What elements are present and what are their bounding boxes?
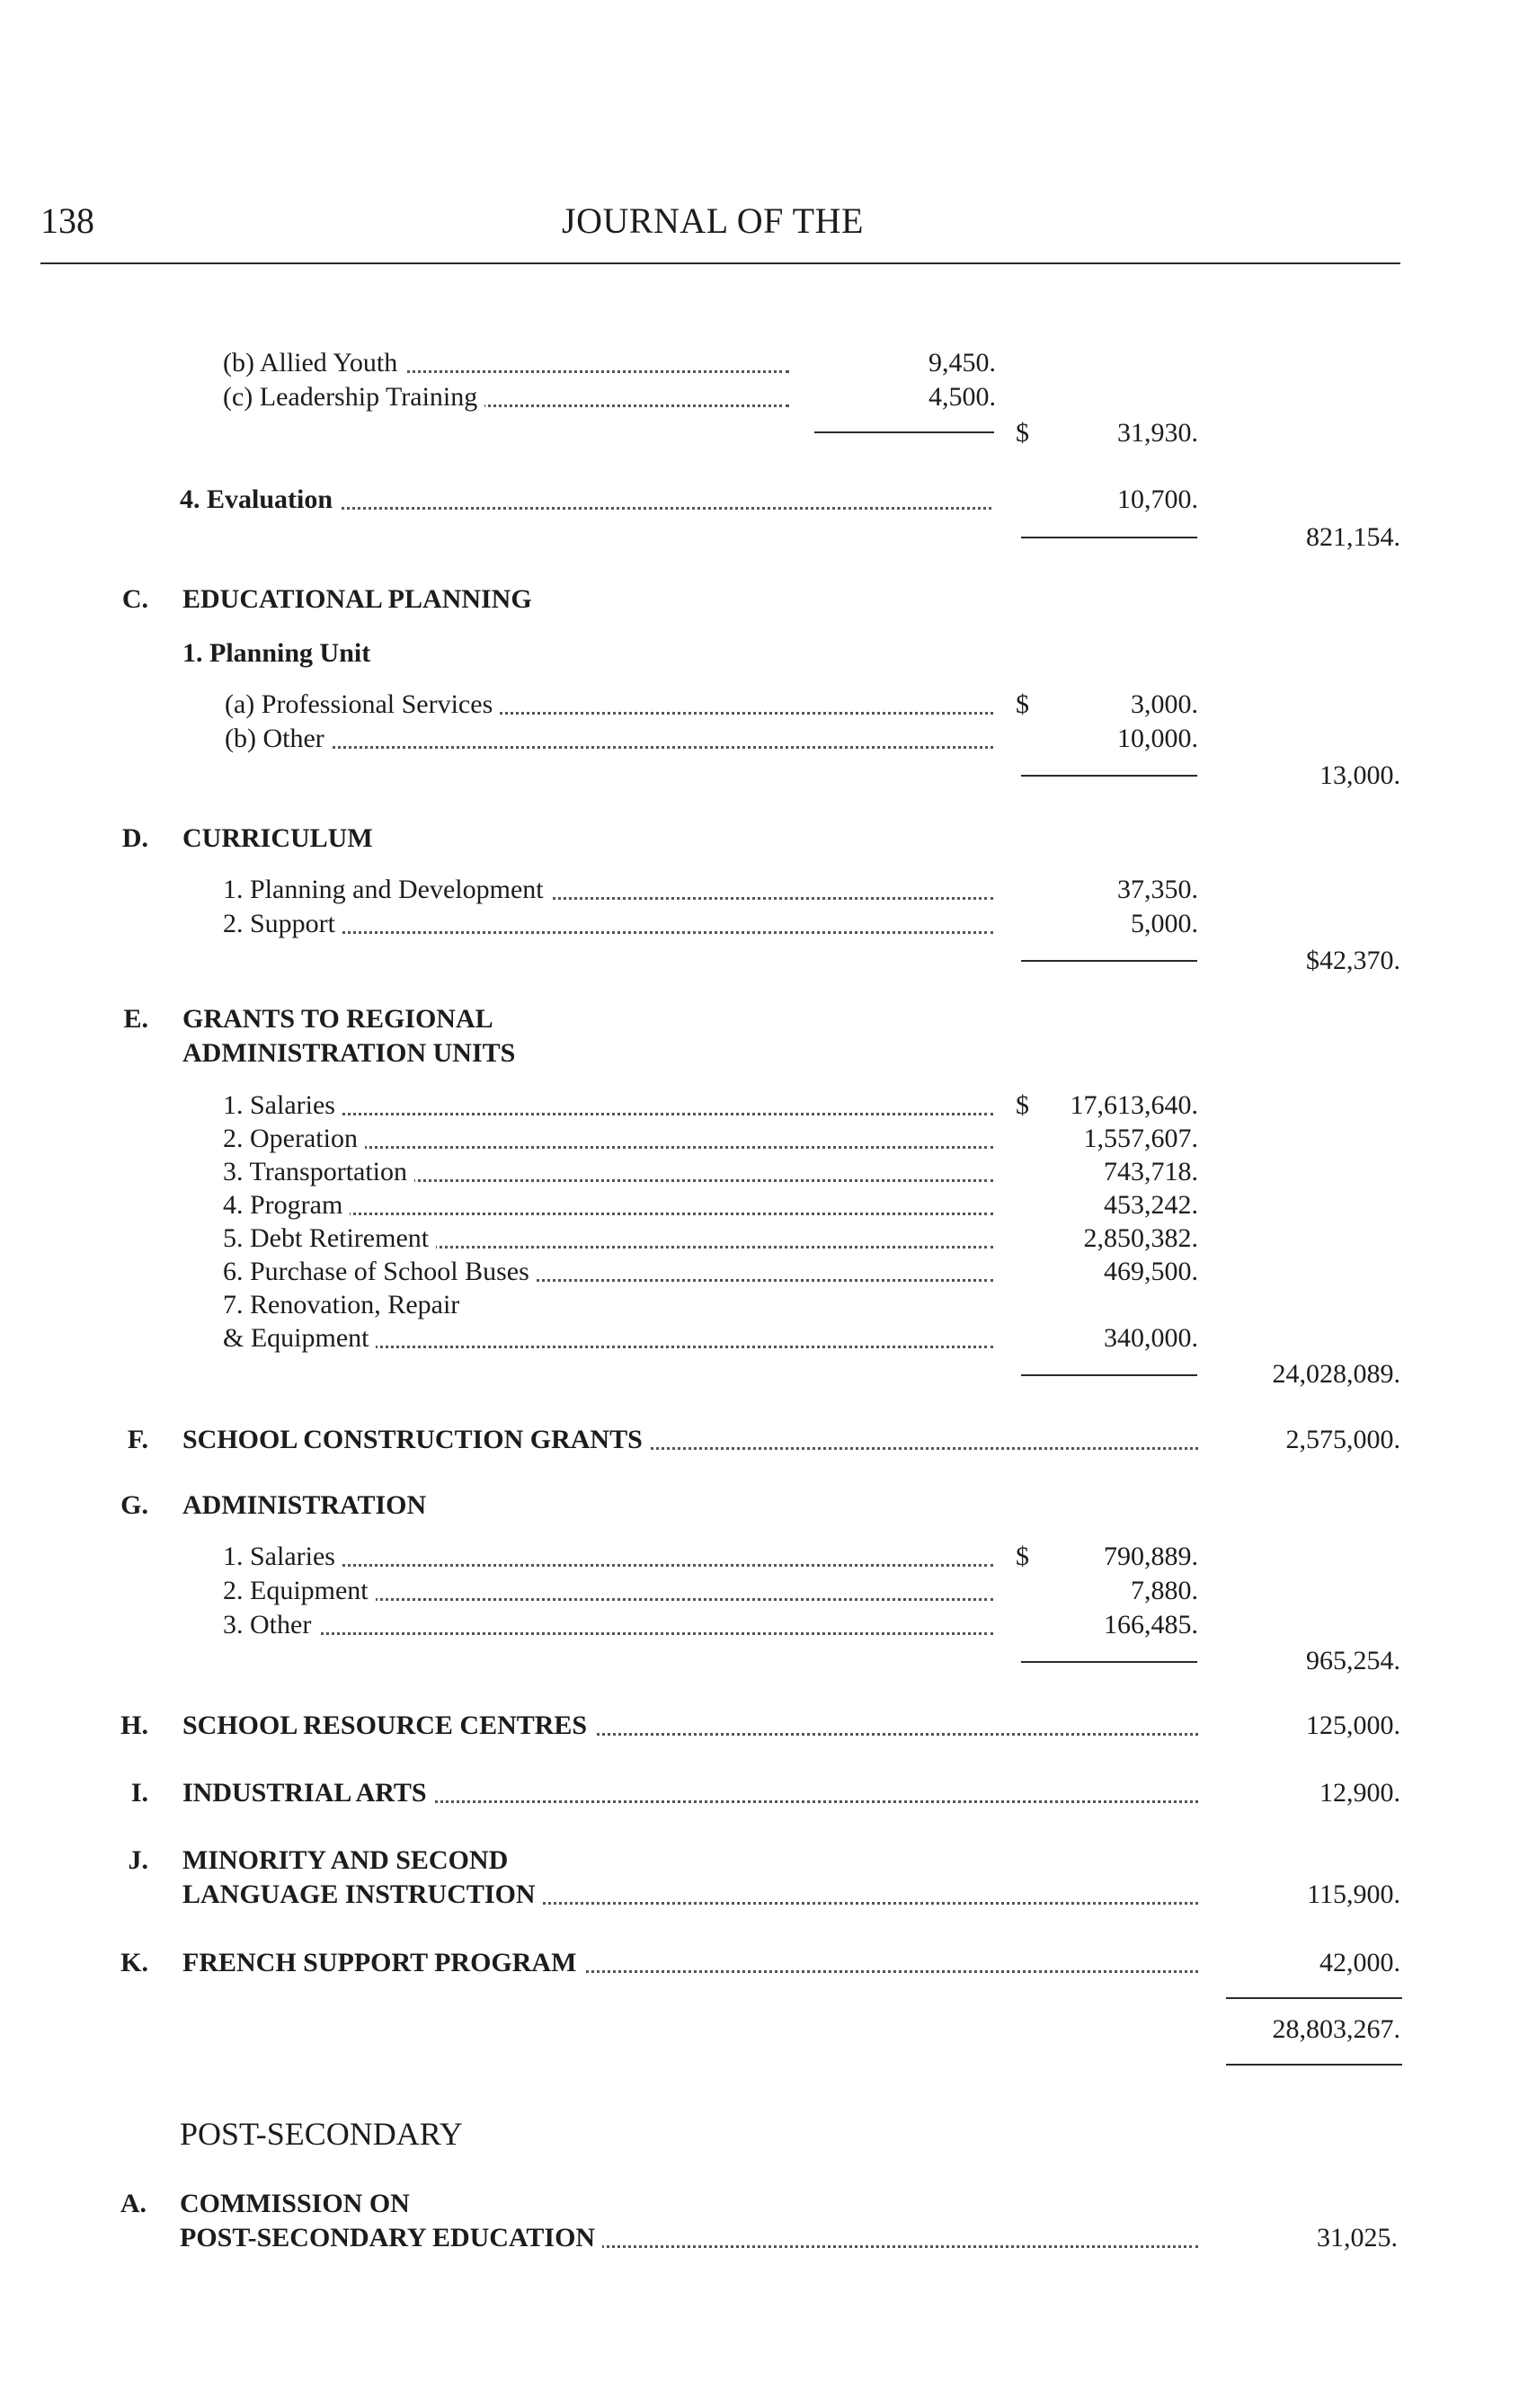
other-row [225, 721, 993, 757]
section-total: 42,000. [1319, 1948, 1400, 1977]
section-title-line2: LANGUAGE INSTRUCTION [182, 1877, 543, 1913]
line-label: 4. Program [223, 1187, 350, 1223]
line-label: 6. Purchase of School Buses [223, 1254, 537, 1290]
line-label: 5. Debt Retirement [223, 1221, 436, 1257]
line-amount: 37,350. [1117, 875, 1198, 904]
section-title: SCHOOL RESOURCE CENTRES [182, 1708, 594, 1744]
grand-total-rule-bottom [1226, 2064, 1402, 2066]
school-buses-row [223, 1254, 993, 1290]
section-letter: C. [121, 584, 148, 614]
section-title: SCHOOL CONSTRUCTION GRANTS [182, 1422, 650, 1458]
industrial-arts-row [182, 1775, 1198, 1811]
section-total: 24,028,089. [1272, 1359, 1400, 1389]
admin-equipment-row [223, 1573, 993, 1609]
section-title: EDUCATIONAL PLANNING [182, 584, 532, 614]
section-letter: F. [127, 1425, 148, 1454]
section-title: ADMINISTRATION [182, 1490, 427, 1520]
total-rule [1021, 1374, 1197, 1376]
section-letter: D. [121, 823, 148, 853]
line-label: (c) Leadership Training [223, 379, 484, 415]
line-label: (b) Allied Youth [223, 345, 404, 381]
section-title-line1: GRANTS TO REGIONAL [182, 1004, 493, 1034]
section-total: 13,000. [1319, 760, 1400, 790]
admin-other-row [223, 1607, 993, 1643]
line-amount: 1,557,607. [1083, 1124, 1198, 1153]
section-total: 31,025. [1317, 2223, 1398, 2253]
line-amount: 5,000. [1131, 909, 1198, 938]
line-amount: 166,485. [1104, 1610, 1198, 1639]
line-amount: 3,000. [1131, 689, 1198, 719]
evaluation-row [180, 482, 1198, 518]
debt-retirement-row [223, 1221, 993, 1257]
leadership-training-row [223, 379, 996, 415]
subtotal-amount: 31,930. [1117, 418, 1198, 448]
construction-grants-row [182, 1422, 1198, 1458]
currency-sign: $ [1016, 1090, 1029, 1120]
line-amount: 10,000. [1117, 724, 1198, 753]
section-letter: K. [120, 1948, 148, 1977]
section-total: 12,900. [1319, 1778, 1400, 1808]
line-amount: 10,700. [1117, 484, 1198, 514]
section-total: 2,575,000. [1285, 1425, 1400, 1454]
commission-row [180, 2220, 1198, 2256]
allied-youth-row [223, 345, 996, 381]
line-amount: 469,500. [1104, 1257, 1198, 1286]
professional-services-row [225, 687, 993, 723]
section-total: 965,254. [1306, 1646, 1400, 1675]
section-title-line1: COMMISSION ON [180, 2189, 410, 2218]
line-label: & Equipment [223, 1320, 376, 1356]
currency-sign: $ [1016, 418, 1029, 448]
section-letter: H. [120, 1710, 148, 1740]
line-label: 1. Salaries [223, 1539, 342, 1575]
support-row [223, 906, 993, 942]
planning-development-row [223, 872, 993, 908]
post-secondary-heading: POST-SECONDARY [180, 2116, 463, 2152]
line-label: 7. Renovation, Repair [223, 1290, 460, 1320]
section-title-line2: ADMINISTRATION UNITS [182, 1038, 516, 1068]
line-label: 3. Transportation [223, 1154, 414, 1190]
total-rule [1021, 960, 1197, 962]
total-rule [1021, 537, 1197, 538]
line-label: 3. Other [223, 1607, 318, 1643]
line-label: 2. Support [223, 906, 342, 942]
section-title: FRENCH SUPPORT PROGRAM [182, 1945, 583, 1981]
line-label: 2. Equipment [223, 1573, 376, 1609]
renovation-row [223, 1320, 993, 1356]
currency-sign: $ [1016, 1542, 1029, 1571]
subheading: 1. Planning Unit [182, 638, 371, 668]
admin-salaries-row [223, 1539, 993, 1575]
line-amount: 453,242. [1104, 1190, 1198, 1220]
line-label: 4. Evaluation [180, 482, 340, 518]
line-label: 2. Operation [223, 1121, 365, 1157]
section-title: CURRICULUM [182, 823, 373, 853]
section-letter: A. [120, 2189, 147, 2218]
running-head: JOURNAL OF THE [562, 200, 864, 241]
section-title: INDUSTRIAL ARTS [182, 1775, 434, 1811]
section-total: 115,900. [1307, 1879, 1400, 1909]
section-letter: G. [120, 1490, 148, 1520]
section-total: 821,154. [1306, 522, 1400, 552]
section-total: $42,370. [1306, 946, 1400, 975]
section-title-line1: MINORITY AND SECOND [182, 1845, 509, 1875]
total-rule [1021, 1661, 1197, 1663]
subtotal-rule [814, 431, 994, 433]
resource-centres-row [182, 1708, 1198, 1744]
section-title-line2: POST-SECONDARY EDUCATION [180, 2220, 602, 2256]
line-amount: 743,718. [1104, 1157, 1198, 1186]
section-letter: J. [128, 1845, 148, 1875]
section-letter: E. [123, 1004, 148, 1034]
operation-row [223, 1121, 993, 1157]
line-amount: 340,000. [1104, 1323, 1198, 1353]
line-label: 1. Salaries [223, 1088, 342, 1124]
currency-sign: $ [1016, 689, 1029, 719]
line-amount: 17,613,640. [1070, 1090, 1198, 1120]
grand-total: 28,803,267. [1272, 2014, 1400, 2044]
line-label: (b) Other [225, 721, 332, 757]
grand-total-rule-top [1226, 1997, 1402, 1999]
line-amount: 9,450. [928, 348, 996, 378]
section-letter: I. [130, 1778, 148, 1808]
total-rule [1021, 775, 1197, 777]
minority-language-row [182, 1877, 1198, 1913]
french-support-row [182, 1945, 1198, 1981]
line-label: (a) Professional Services [225, 687, 500, 723]
section-total: 125,000. [1306, 1710, 1400, 1740]
program-row [223, 1187, 993, 1223]
line-amount: 2,850,382. [1083, 1223, 1198, 1253]
line-amount: 4,500. [928, 382, 996, 412]
line-label: 1. Planning and Development [223, 872, 551, 908]
page-number: 138 [40, 200, 94, 241]
salaries-row [223, 1088, 993, 1124]
line-amount: 790,889. [1104, 1542, 1198, 1571]
line-amount: 7,880. [1131, 1576, 1198, 1605]
transportation-row [223, 1154, 993, 1190]
header-rule [40, 262, 1400, 264]
